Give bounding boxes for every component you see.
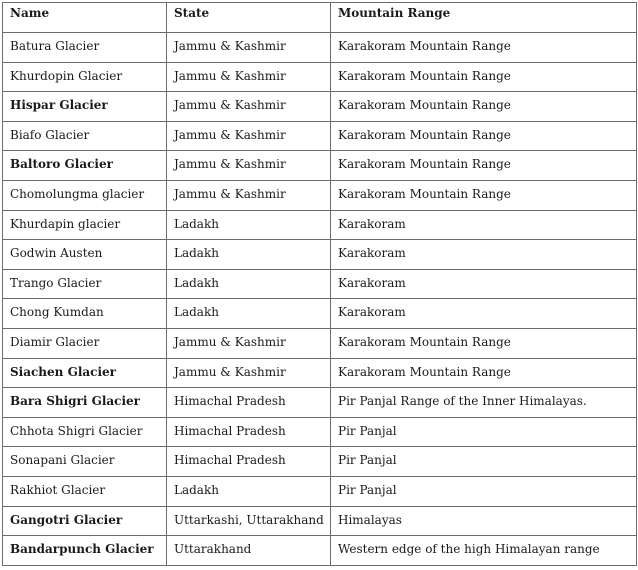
glacier-name-cell: Siachen Glacier [3,358,167,388]
glacier-name-cell: Baltoro Glacier [3,151,167,181]
mountain-range-cell: Karakoram [331,269,637,299]
table-row [3,180,637,210]
mountain-range-cell: Pir Panjal [331,417,637,447]
state-cell: Jammu & Kashmir [167,92,331,122]
glacier-name-cell: Rakhiot Glacier [3,476,167,506]
glacier-name-cell: Khurdopin Glacier [3,62,167,92]
table-row [3,33,637,63]
mountain-range-cell: Karakoram Mountain Range [331,121,637,151]
glacier-name-cell: Chomolungma glacier [3,180,167,210]
table-row [3,151,637,181]
table-row [3,92,637,122]
state-cell: Jammu & Kashmir [167,328,331,358]
state-cell: Himachal Pradesh [167,417,331,447]
table-row [3,388,637,418]
mountain-range-cell: Western edge of the high Himalayan range [331,536,637,566]
state-cell: Himachal Pradesh [167,447,331,477]
state-cell: Uttarakhand [167,536,331,566]
state-cell: Ladakh [167,269,331,299]
state-cell: Jammu & Kashmir [167,62,331,92]
mountain-range-cell: Karakoram Mountain Range [331,62,637,92]
glacier-name-cell: Diamir Glacier [3,328,167,358]
table-row [3,447,637,477]
glacier-name-cell: Godwin Austen [3,240,167,270]
mountain-range-cell: Pir Panjal Range of the Inner Himalayas. [331,388,637,418]
mountain-range-cell: Karakoram Mountain Range [331,33,637,63]
table-row [3,536,637,566]
glacier-name-cell: Hispar Glacier [3,92,167,122]
mountain-range-cell: Karakoram Mountain Range [331,92,637,122]
state-cell: Uttarkashi, Uttarakhand [167,506,331,536]
glacier-name-cell: Chong Kumdan [3,299,167,329]
mountain-range-cell: Karakoram Mountain Range [331,151,637,181]
header-mountain-range: Mountain Range [331,3,637,33]
table-row [3,506,637,536]
table-row [3,121,637,151]
glacier-name-cell: Bara Shigri Glacier [3,388,167,418]
table-row [3,269,637,299]
state-cell: Jammu & Kashmir [167,33,331,63]
mountain-range-cell: Himalayas [331,506,637,536]
mountain-range-cell: Karakoram Mountain Range [331,180,637,210]
mountain-range-cell: Pir Panjal [331,447,637,477]
state-cell: Jammu & Kashmir [167,180,331,210]
glacier-name-cell: Batura Glacier [3,33,167,63]
mountain-range-cell: Karakoram Mountain Range [331,358,637,388]
glacier-name-cell: Gangotri Glacier [3,506,167,536]
state-cell: Ladakh [167,299,331,329]
table-header-row [3,3,637,33]
state-cell: Jammu & Kashmir [167,121,331,151]
glacier-name-cell: Bandarpunch Glacier [3,536,167,566]
glacier-name-cell: Biafo Glacier [3,121,167,151]
table-row [3,417,637,447]
state-cell: Jammu & Kashmir [167,358,331,388]
state-cell: Ladakh [167,210,331,240]
header-state: State [167,3,331,33]
table-row [3,62,637,92]
mountain-range-cell: Pir Panjal [331,476,637,506]
header-name: Name [3,3,167,33]
table-row [3,328,637,358]
mountain-range-cell: Karakoram [331,299,637,329]
table-row [3,299,637,329]
state-cell: Ladakh [167,240,331,270]
mountain-range-cell: Karakoram Mountain Range [331,328,637,358]
table-body [3,33,637,566]
glacier-name-cell: Trango Glacier [3,269,167,299]
table-row [3,476,637,506]
mountain-range-cell: Karakoram [331,210,637,240]
glacier-name-cell: Khurdapin glacier [3,210,167,240]
mountain-range-cell: Karakoram [331,240,637,270]
state-cell: Ladakh [167,476,331,506]
table-row [3,240,637,270]
state-cell: Jammu & Kashmir [167,151,331,181]
glacier-table [2,2,637,566]
glacier-name-cell: Chhota Shigri Glacier [3,417,167,447]
state-cell: Himachal Pradesh [167,388,331,418]
table-row [3,358,637,388]
table-row [3,210,637,240]
glacier-name-cell: Sonapani Glacier [3,447,167,477]
